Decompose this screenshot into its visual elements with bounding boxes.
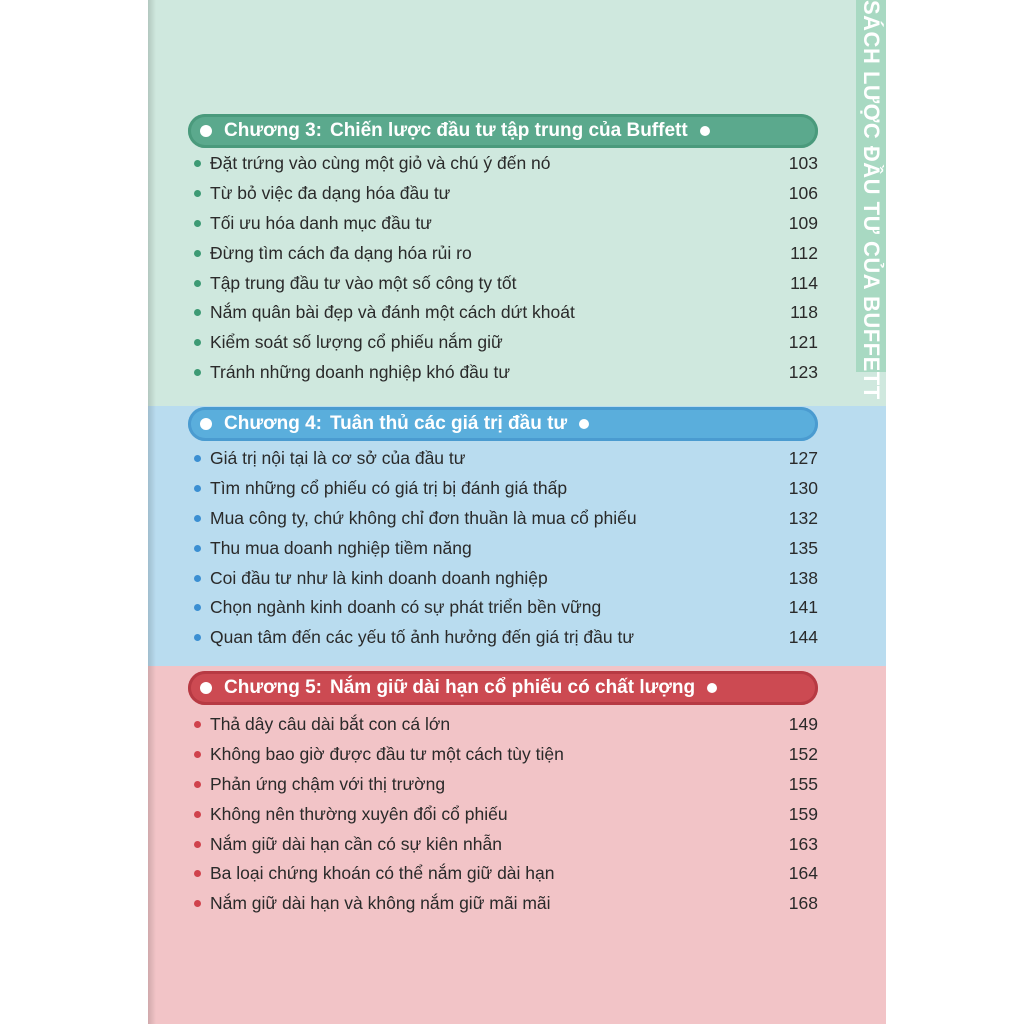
toc-entry-page: 152 [788, 744, 818, 765]
toc-entry-page: 127 [788, 448, 818, 469]
bullet-icon [194, 339, 201, 346]
bullet-icon [194, 870, 201, 877]
chapter-title: Nắm giữ dài hạn cổ phiếu có chất lượng [329, 677, 696, 698]
bullet-icon [194, 634, 201, 641]
toc-entry[interactable] [194, 623, 818, 653]
toc-entry-page: 103 [788, 153, 818, 174]
toc-entry[interactable] [194, 533, 818, 563]
chapter-3-header [188, 114, 818, 148]
toc-entry-title: Quan tâm đến các yếu tố ảnh hưởng đến giá trị đầu tư [210, 627, 635, 648]
toc-entry-page: 112 [790, 242, 818, 263]
toc-entry-title: Ba loại chứng khoán có thể nắm giữ dài hạn [210, 863, 555, 884]
toc-entry-title: Chọn ngành kinh doanh có sự phát triển bền vững [210, 597, 602, 618]
bullet-icon [194, 781, 201, 788]
chapter-title: Tuân thủ các giá trị đầu tư [329, 413, 568, 434]
bullet-icon [194, 455, 201, 462]
toc-entry-title: Phản ứng chậm với thị trường [210, 773, 446, 794]
bullet-icon [194, 604, 201, 611]
toc-entry[interactable] [194, 829, 818, 859]
toc-entry-title: Mua công ty, chứ không chỉ đơn thuần là mua cổ phiếu [210, 507, 637, 528]
bullet-icon [194, 811, 201, 818]
chapter-label: Chương 4: [224, 413, 322, 434]
toc-entry-page: 164 [788, 863, 818, 884]
chapter-5-header [188, 671, 818, 705]
toc-entry-title: Từ bỏ việc đa dạng hóa đầu tư [210, 183, 451, 204]
bullet-icon [194, 485, 201, 492]
toc-entry-page: 144 [788, 627, 818, 648]
header-dot-icon [200, 682, 212, 694]
toc-entry-title: Nắm quân bài đẹp và đánh một cách dứt khoát [210, 302, 575, 323]
toc-entry-page: 163 [788, 833, 818, 854]
toc-entry-title: Kiểm soát số lượng cổ phiếu nắm giữ [210, 332, 503, 353]
toc-entry-page: 118 [790, 302, 818, 323]
toc-entry-page: 138 [788, 567, 818, 588]
header-dot-icon [700, 126, 710, 136]
toc-entry[interactable] [194, 563, 818, 593]
bullet-icon [194, 250, 201, 257]
toc-entry-page: 106 [788, 183, 818, 204]
toc-entry[interactable] [194, 238, 818, 268]
bullet-icon [194, 751, 201, 758]
toc-entry[interactable] [194, 889, 818, 919]
toc-entry[interactable] [194, 209, 818, 239]
chapter-label: Chương 3: [224, 120, 322, 141]
bullet-icon [194, 575, 201, 582]
toc-entry-page: 121 [788, 332, 818, 353]
toc-entry-page: 114 [790, 272, 818, 293]
toc-entry-title: Tối ưu hóa danh mục đầu tư [210, 212, 432, 233]
toc-entry-title: Đừng tìm cách đa dạng hóa rủi ro [210, 242, 472, 263]
bullet-icon [194, 309, 201, 316]
toc-entry-title: Tập trung đầu tư vào một số công ty tốt [210, 272, 517, 293]
toc-entry[interactable] [194, 593, 818, 623]
toc-entry[interactable] [194, 770, 818, 800]
toc-entry[interactable] [194, 859, 818, 889]
toc-entry-title: Tránh những doanh nghiệp khó đầu tư [210, 361, 511, 382]
chapter-3-list [194, 149, 818, 387]
bullet-icon [194, 369, 201, 376]
bullet-icon [194, 545, 201, 552]
toc-entry-page: 168 [788, 893, 818, 914]
bullet-icon [194, 190, 201, 197]
toc-entry[interactable] [194, 740, 818, 770]
toc-entry-page: 149 [788, 714, 818, 735]
toc-entry-page: 155 [788, 773, 818, 794]
bullet-icon [194, 841, 201, 848]
chapter-4-header [188, 407, 818, 441]
toc-entry[interactable] [194, 504, 818, 534]
header-dot-icon [200, 125, 212, 137]
header-dot-icon [707, 683, 717, 693]
toc-entry[interactable] [194, 179, 818, 209]
chapter-5-list [194, 710, 818, 919]
toc-entry[interactable] [194, 298, 818, 328]
bullet-icon [194, 280, 201, 287]
toc-entry-title: Giá trị nội tại là cơ sở của đầu tư [210, 448, 466, 469]
toc-entry-page: 159 [788, 803, 818, 824]
toc-entry-page: 141 [788, 597, 818, 618]
bullet-icon [194, 900, 201, 907]
toc-entry-title: Thả dây câu dài bắt con cá lớn [210, 714, 451, 735]
toc-entry-title: Nắm giữ dài hạn và không nắm giữ mãi mãi [210, 893, 551, 914]
bullet-icon [194, 160, 201, 167]
chapter-label: Chương 5: [224, 677, 322, 698]
toc-entry[interactable] [194, 799, 818, 829]
toc-entry-title: Tìm những cổ phiếu có giá trị bị đánh giá thấp [210, 478, 568, 499]
bullet-icon [194, 515, 201, 522]
toc-entry-page: 132 [788, 507, 818, 528]
toc-entry[interactable] [194, 474, 818, 504]
toc-entry-title: Nắm giữ dài hạn cần có sự kiên nhẫn [210, 833, 502, 854]
toc-entry[interactable] [194, 149, 818, 179]
toc-entry-title: Đặt trứng vào cùng một giỏ và chú ý đến nó [210, 153, 551, 174]
toc-entry-page: 130 [788, 478, 818, 499]
toc-entry[interactable] [194, 268, 818, 298]
toc-entry[interactable] [194, 328, 818, 358]
toc-entry-title: Không bao giờ được đầu tư một cách tùy tiện [210, 744, 564, 765]
side-book-title: SÁCH LƯỢC ĐẦU TƯ CỦA BUFFETT [859, 0, 884, 400]
chapter-title: Chiến lược đầu tư tập trung của Buffett [329, 120, 688, 141]
bullet-icon [194, 220, 201, 227]
toc-entry-title: Thu mua doanh nghiệp tiềm năng [210, 537, 472, 558]
spine-shadow [148, 0, 156, 1024]
header-dot-icon [200, 418, 212, 430]
toc-entry-page: 109 [788, 212, 818, 233]
toc-entry[interactable] [194, 710, 818, 740]
header-dot-icon [579, 419, 589, 429]
toc-entry[interactable] [194, 358, 818, 388]
toc-entry-title: Coi đầu tư như là kinh doanh doanh nghiệp [210, 567, 548, 588]
bullet-icon [194, 721, 201, 728]
chapter-4-list [194, 444, 818, 653]
toc-entry[interactable] [194, 444, 818, 474]
toc-entry-page: 135 [788, 537, 818, 558]
toc-entry-title: Không nên thường xuyên đổi cổ phiếu [210, 803, 508, 824]
toc-entry-page: 123 [788, 361, 818, 382]
